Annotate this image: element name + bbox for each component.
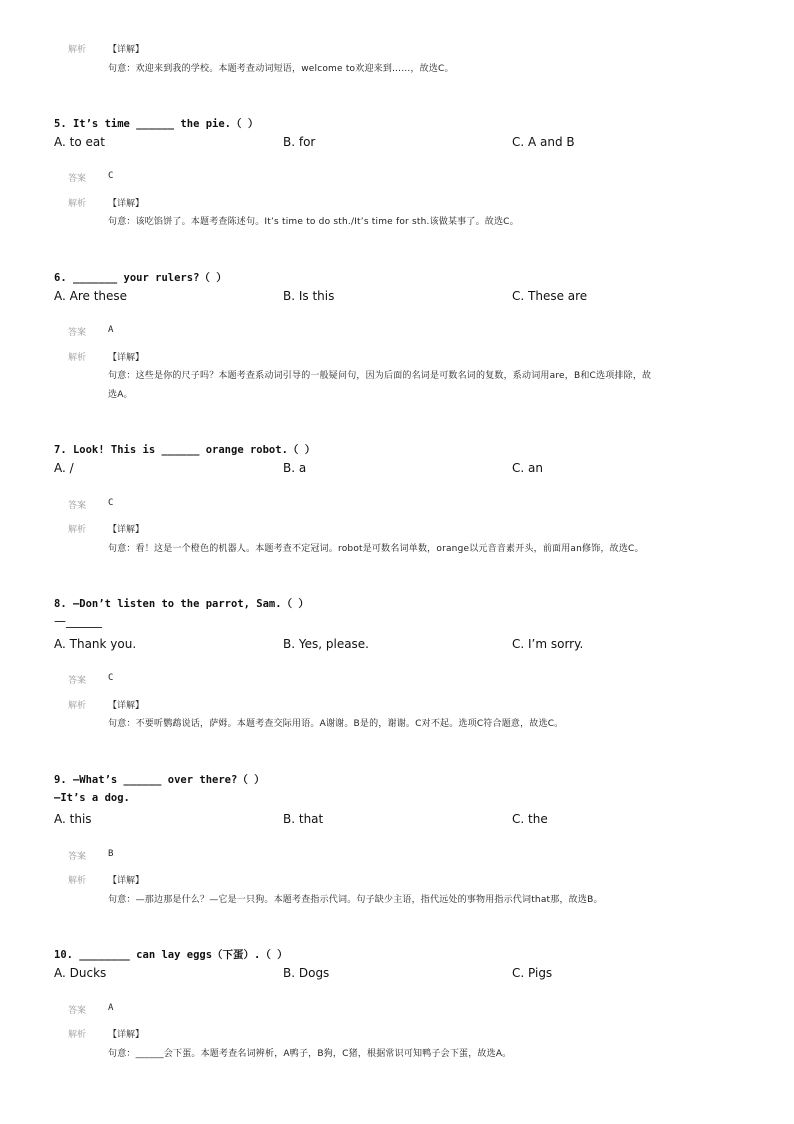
analysis-label: 解析 [68,525,87,535]
q9-option-c: C. the [512,812,548,826]
q7-option-c: C. an [512,461,543,475]
q8-stem: 8. —Don’t listen to the parrot, Sam.（ ） [54,598,309,610]
q10-option-a: A. Ducks [54,966,107,980]
detail-tag: 【详解】 [108,876,145,886]
detail-tag: 【详解】 [108,1030,145,1040]
answer-label: 答案 [68,501,87,511]
q9-option-b: B. that [283,812,324,826]
q8-option-c: C. I’m sorry. [512,637,584,651]
q4-explanation: 句意：欢迎来到我的学校。本题考查动词短语，welcome to欢迎来到……，故选C。 [108,64,454,74]
q9-reply: —It’s a dog. [54,792,130,804]
q7-option-a: A. / [54,461,74,475]
answer-label: 答案 [68,676,87,686]
detail-tag: 【详解】 [108,353,145,363]
q5-stem: 5. It’s time ______ the pie.（ ） [54,118,259,130]
q8-option-b: B. Yes, please. [283,637,369,651]
q6-explanation-line1: 句意：这些是你的尺子吗？本题考查系动词引导的一般疑问句，因为后面的名词是可数名词的复数，系动词用are，B和C选项排除，故 [108,371,652,381]
q10-stem: 10. ________ can lay eggs（下蛋）.（ ） [54,949,288,961]
q5-option-b: B. for [283,135,316,149]
answer-label: 答案 [68,328,87,338]
q6-stem: 6. _______ your rulers?（ ） [54,272,227,284]
q5-explanation: 句意：该吃馅饼了。本题考查陈述句。It’s time to do sth./It’s time for sth.该做某事了。故选C。 [108,217,519,227]
answer-label: 答案 [68,852,87,862]
q8-explanation: 句意：不要听鹦鹉说话，萨姆。本题考查交际用语。A谢谢。B是的，谢谢。C对不起。选项C符合题意，故选C。 [108,719,564,729]
q6-option-b: B. Is this [283,289,335,303]
q10-option-b: B. Dogs [283,966,330,980]
analysis-label: 解析 [68,45,87,55]
analysis-label: 解析 [68,199,87,209]
q8-reply: —______ [54,614,102,628]
q9-option-a: A. this [54,812,92,826]
q8-answer: C [108,673,114,683]
q7-explanation: 句意：看！这是一个橙色的机器人。本题考查不定冠词。robot是可数名词单数，orange以元音音素开头，前面用an修饰，故选C。 [108,544,644,554]
analysis-label: 解析 [68,1030,87,1040]
detail-tag: 【详解】 [108,701,145,711]
q6-explanation-line2: 选A。 [108,390,133,400]
detail-tag: 【详解】 [108,525,145,535]
q9-explanation: 句意：—那边那是什么？—它是一只狗。本题考查指示代词。句子缺少主语，指代远处的事物用指示代词that那，故选B。 [108,895,603,905]
q10-explanation: 句意：______会下蛋。本题考查名词辨析，A鸭子，B狗，C猪，根据常识可知鸭子会下蛋，故选A。 [108,1049,512,1059]
answer-label: 答案 [68,174,87,184]
answer-label: 答案 [68,1006,87,1016]
q7-option-b: B. a [283,461,307,475]
q6-option-a: A. Are these [54,289,128,303]
q10-answer: A [108,1003,114,1013]
analysis-label: 解析 [68,353,87,363]
detail-tag: 【详解】 [108,199,145,209]
q7-stem: 7. Look! This is ______ orange robot.（ ） [54,444,316,456]
q7-answer: C [108,498,114,508]
q8-option-a: A. Thank you. [54,637,137,651]
q6-answer: A [108,325,114,335]
q10-option-c: C. Pigs [512,966,553,980]
detail-tag: 【详解】 [108,45,145,55]
q5-option-a: A. to eat [54,135,105,149]
analysis-label: 解析 [68,701,87,711]
analysis-label: 解析 [68,876,87,886]
q9-answer: B [108,849,114,859]
q5-answer: C [108,171,114,181]
q6-option-c: C. These are [512,289,588,303]
q9-stem: 9. —What’s ______ over there?（ ） [54,774,265,786]
q5-option-c: C. A and B [512,135,575,149]
